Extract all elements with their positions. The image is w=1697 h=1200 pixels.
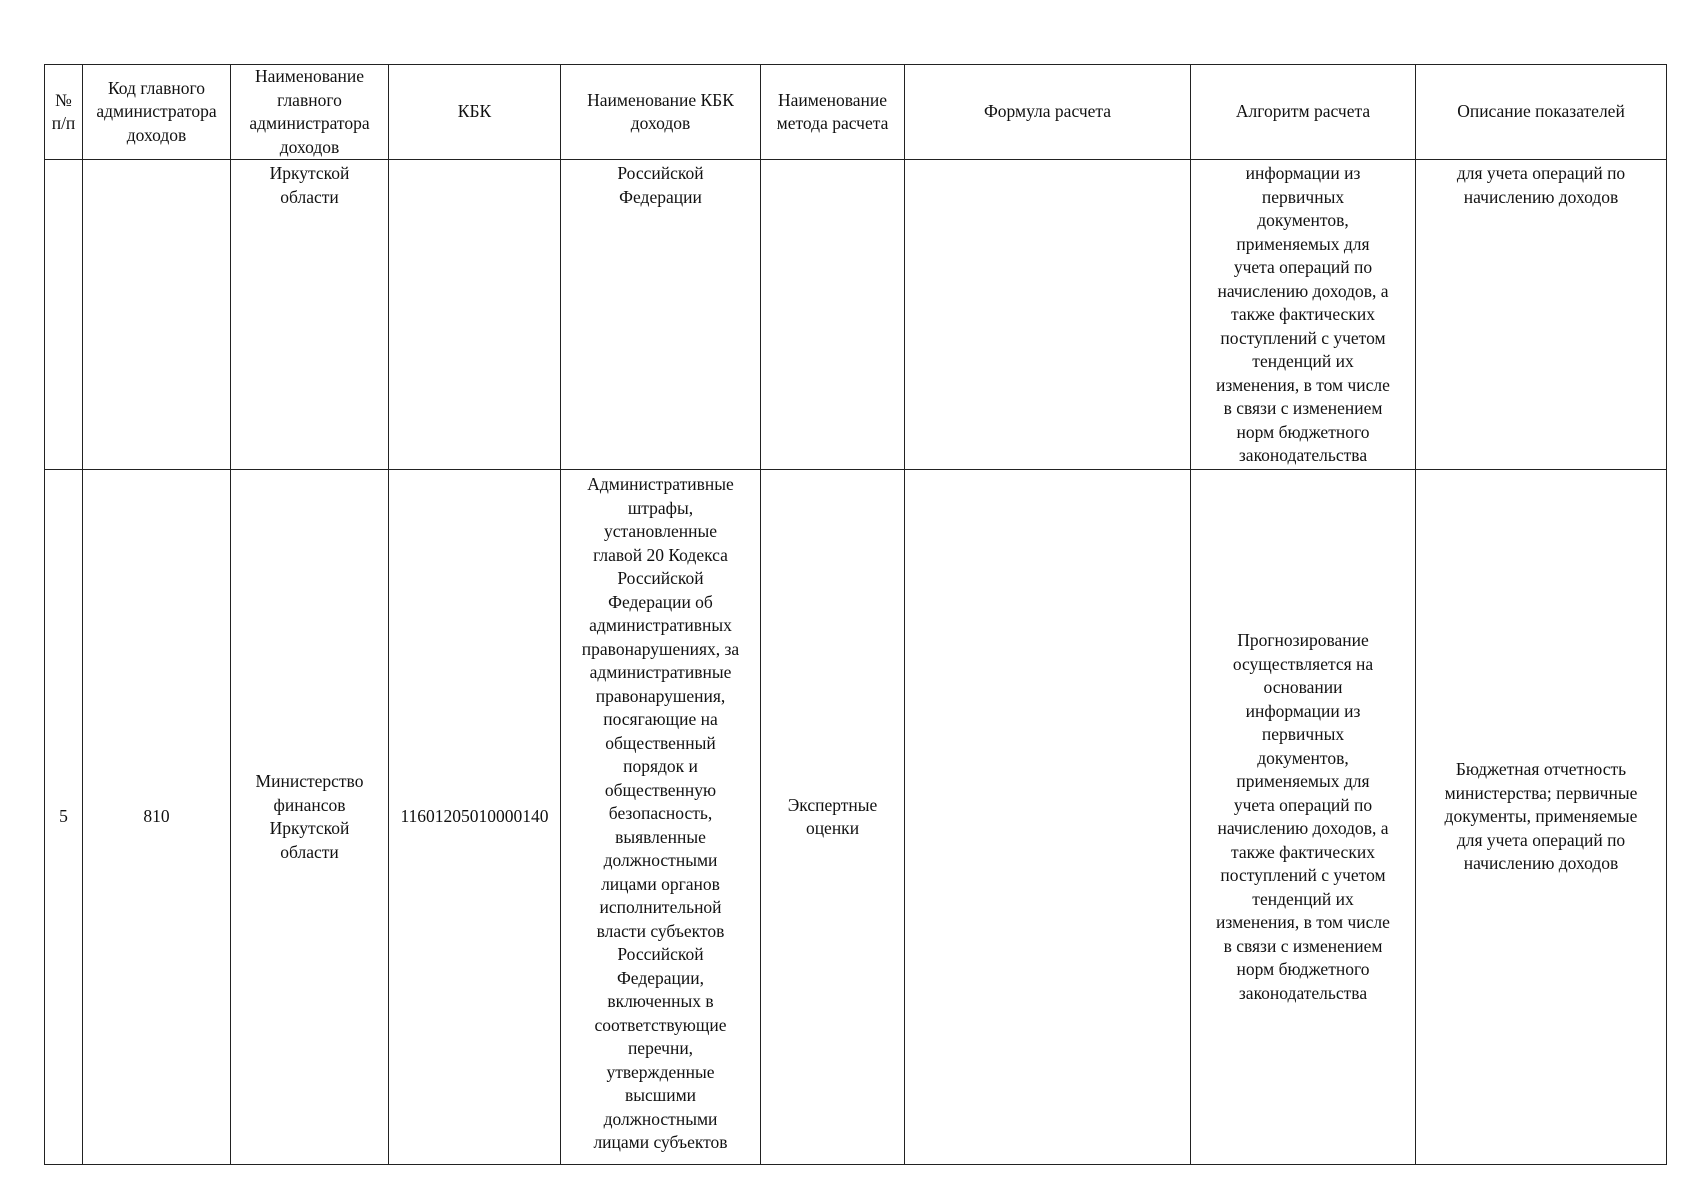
cell-kbk bbox=[389, 470, 561, 1165]
header-kbk-name bbox=[561, 65, 761, 160]
cell-text-line: для учета операций по bbox=[1456, 163, 1626, 183]
cell-text-line: документы, применяемые bbox=[1444, 806, 1638, 827]
cell-text-line: начислению доходов, а bbox=[1217, 280, 1389, 301]
cell-text-line: документов, bbox=[1257, 747, 1349, 768]
cell-text-line: № bbox=[55, 89, 72, 110]
cell-text-line: информации из bbox=[1245, 163, 1361, 183]
cell-text-line: Административные bbox=[587, 474, 734, 494]
cell-text-line: Код главного bbox=[108, 77, 205, 98]
cell-text-line: власти субъектов bbox=[596, 920, 725, 941]
cell-indicators bbox=[1416, 160, 1667, 470]
cell-method-name bbox=[761, 160, 905, 470]
cell-text-line: изменения, в том числе bbox=[1216, 912, 1390, 932]
cell-text-line: доходов bbox=[126, 124, 187, 145]
header-admin-name bbox=[231, 65, 389, 160]
cell-text-line: поступлений с учетом bbox=[1220, 865, 1386, 885]
cell-text-line: начислению доходов bbox=[1463, 853, 1619, 874]
cell-text-line: документов, bbox=[1257, 210, 1349, 230]
cell-formula bbox=[905, 470, 1191, 1165]
cell-text-line: выявленные bbox=[615, 826, 706, 847]
cell-text-line: Экспертные bbox=[787, 794, 878, 815]
header-formula bbox=[905, 65, 1191, 160]
header-row bbox=[45, 65, 1667, 160]
cell-text-line: первичных bbox=[1261, 186, 1345, 207]
cell-text-line: общественный bbox=[605, 732, 716, 753]
cell-text-line: Федерации об bbox=[608, 591, 713, 612]
cell-text-line: Наименование bbox=[777, 89, 888, 110]
cell-kbk bbox=[389, 160, 561, 470]
cell-algorithm bbox=[1191, 160, 1416, 470]
cell-text-line: первичных bbox=[1261, 724, 1345, 744]
cell-text-line: основании bbox=[1263, 677, 1343, 697]
cell-text-line: применяемых для bbox=[1236, 771, 1370, 791]
cell-text-line: административных bbox=[589, 615, 732, 635]
cell-text-line: Бюджетная отчетность bbox=[1455, 759, 1627, 780]
cell-text-line: лицами субъектов bbox=[593, 1132, 728, 1152]
table-row-continued bbox=[45, 160, 1667, 470]
cell-admin-name bbox=[231, 160, 389, 470]
cell-text-line: законодательства bbox=[1238, 445, 1368, 465]
header-kbk bbox=[389, 65, 561, 160]
cell-text-line: Иркутской bbox=[269, 818, 350, 838]
cell-text-line: законодательства bbox=[1238, 982, 1368, 1003]
cell-text-line: Российской bbox=[617, 163, 704, 183]
cell-text-line: установленные bbox=[603, 521, 718, 541]
cell-text-line: норм бюджетного bbox=[1236, 421, 1370, 442]
cell-text-line: финансов bbox=[273, 794, 346, 815]
cell-text-line: Прогнозирование bbox=[1237, 630, 1369, 650]
cell-text-line: тенденций их bbox=[1252, 351, 1354, 371]
cell-text-line: области bbox=[280, 841, 339, 862]
cell-text-line: администратора bbox=[96, 101, 217, 122]
cell-text-line: Российской bbox=[617, 944, 704, 964]
cell-text-line: КБК bbox=[457, 101, 492, 122]
cell-text-line: начислению доходов, а bbox=[1217, 818, 1389, 838]
cell-text-line: Российской bbox=[617, 568, 704, 588]
cell-text-line: Федерации bbox=[619, 186, 702, 207]
cell-number bbox=[45, 470, 83, 1165]
cell-text-line: в связи с изменением bbox=[1223, 398, 1383, 418]
cell-text-line: Формула расчета bbox=[983, 101, 1112, 122]
cell-text-line: Федерации, bbox=[616, 967, 705, 988]
cell-text-line: также фактических bbox=[1231, 841, 1375, 862]
cell-text-line: утвержденные bbox=[606, 1061, 715, 1082]
cell-text-line: должностными bbox=[603, 850, 718, 870]
cell-text-line: 11601205010000140 bbox=[400, 806, 549, 827]
cell-text-line: Министерство bbox=[255, 771, 364, 791]
cell-text-line: должностными bbox=[603, 1108, 718, 1129]
table-row bbox=[45, 470, 1667, 1165]
cell-text-line: административные bbox=[589, 662, 732, 682]
cell-text-line: Описание показателей bbox=[1457, 101, 1625, 122]
cell-text-line: Иркутской bbox=[269, 163, 350, 183]
cell-text-line: информации из bbox=[1245, 700, 1361, 721]
cell-admin-name bbox=[231, 470, 389, 1165]
cell-text-line: 5 bbox=[59, 806, 68, 827]
cell-text-line: перечни, bbox=[627, 1038, 694, 1058]
cell-text-line: области bbox=[280, 186, 339, 207]
cell-text-line: Наименование bbox=[254, 66, 365, 86]
cell-text-line: поступлений с учетом bbox=[1220, 327, 1386, 348]
cell-text-line: Алгоритм расчета bbox=[1235, 101, 1371, 122]
cell-text-line: начислению доходов bbox=[1463, 186, 1619, 207]
header-number bbox=[45, 65, 83, 160]
cell-text-line: безопасность, bbox=[608, 803, 713, 823]
header-indicators bbox=[1416, 65, 1667, 160]
cell-text-line: доходов bbox=[279, 136, 340, 157]
cell-text-line: оценки bbox=[805, 818, 860, 838]
cell-text-line: тенденций их bbox=[1252, 888, 1354, 909]
cell-text-line: норм бюджетного bbox=[1236, 959, 1370, 979]
cell-text-line: осуществляется на bbox=[1232, 653, 1374, 674]
cell-text-line: администратора bbox=[249, 113, 370, 133]
cell-text-line: соответствующие bbox=[594, 1014, 727, 1035]
cell-kbk-name bbox=[561, 160, 761, 470]
header-method-name bbox=[761, 65, 905, 160]
cell-text-line: правонарушениях, за bbox=[581, 638, 740, 659]
cell-text-line: метода расчета bbox=[776, 113, 889, 133]
cell-formula bbox=[905, 160, 1191, 470]
cell-text-line: главного bbox=[277, 89, 342, 110]
cell-indicators bbox=[1416, 470, 1667, 1165]
cell-text-line: правонарушения, bbox=[595, 685, 726, 706]
cell-text-line: общественную bbox=[604, 779, 717, 800]
cell-admin-code bbox=[83, 160, 231, 470]
cell-text-line: министерства; первичные bbox=[1444, 782, 1638, 803]
cell-text-line: порядок и bbox=[623, 756, 698, 776]
header-algorithm bbox=[1191, 65, 1416, 160]
cell-text-line: также фактических bbox=[1231, 304, 1375, 324]
cell-text-line: исполнительной bbox=[599, 897, 722, 917]
cell-text-line: учета операций по bbox=[1233, 794, 1373, 815]
cell-text-line: включенных в bbox=[607, 991, 714, 1011]
cell-text-line: в связи с изменением bbox=[1223, 935, 1383, 956]
cell-number bbox=[45, 160, 83, 470]
cell-text-line: посягающие на bbox=[603, 709, 718, 729]
cell-text-line: доходов bbox=[630, 113, 691, 133]
cell-text-line: изменения, в том числе bbox=[1216, 374, 1390, 395]
cell-admin-code bbox=[83, 470, 231, 1165]
revenue-methods-table bbox=[44, 64, 1667, 1165]
cell-text-line: для учета операций по bbox=[1456, 829, 1626, 850]
cell-text-line: применяемых для bbox=[1236, 233, 1370, 254]
cell-text-line: Наименование КБК bbox=[587, 89, 734, 110]
cell-text-line: штрафы, bbox=[627, 497, 694, 518]
cell-method-name bbox=[761, 470, 905, 1165]
cell-text-line: главой 20 Кодекса bbox=[593, 544, 728, 565]
cell-text-line: высшими bbox=[624, 1085, 697, 1105]
cell-text-line: п/п bbox=[51, 113, 76, 133]
cell-text-line: учета операций по bbox=[1233, 257, 1373, 277]
header-admin-code bbox=[83, 65, 231, 160]
cell-kbk-name bbox=[561, 470, 761, 1165]
cell-text-line: лицами органов bbox=[601, 873, 720, 894]
cell-algorithm bbox=[1191, 470, 1416, 1165]
cell-text-line: 810 bbox=[143, 806, 170, 827]
